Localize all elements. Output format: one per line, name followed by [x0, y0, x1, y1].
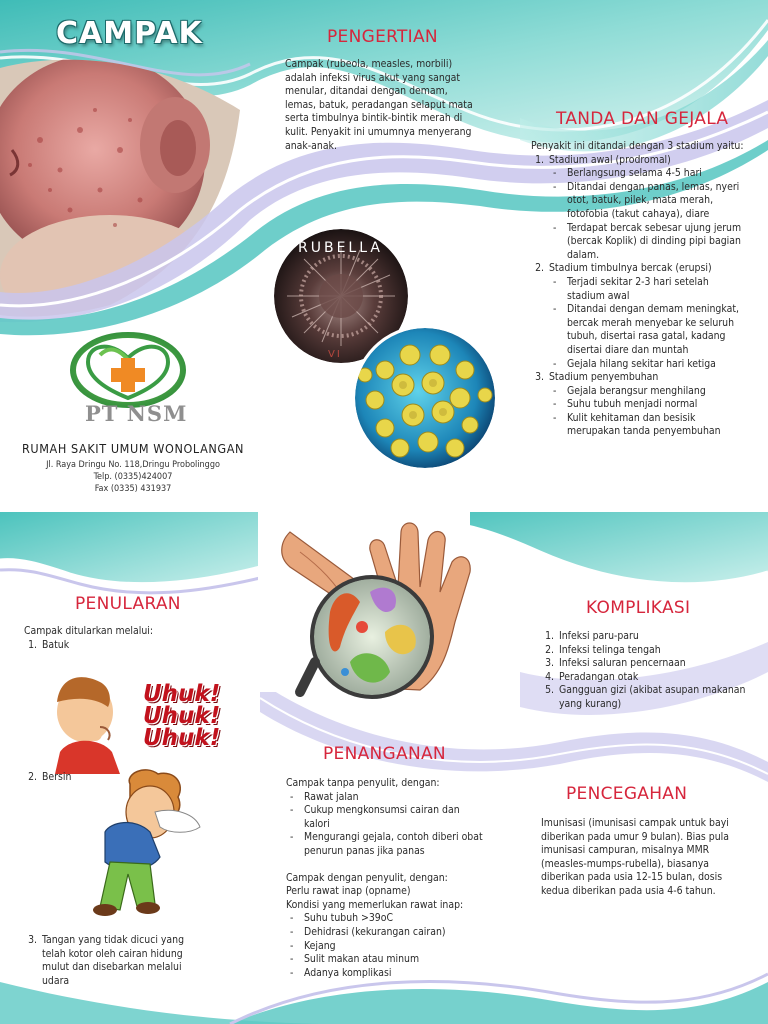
rubella-caption-fragment: VI [328, 349, 342, 360]
penanganan-kondisi-list [286, 912, 486, 980]
tanda-heading: TANDA DAN GEJALA [556, 109, 729, 129]
penularan-item: 2. Bersin [40, 771, 244, 785]
penanganan-content [286, 777, 486, 980]
penanganan-kondisi-item: - Kejang [302, 940, 486, 954]
penularan-list-1 [24, 639, 244, 653]
penanganan-item: - Rawat jalan [302, 791, 486, 805]
stage-symptom: - Gejala hilang sekitar hari ketiga [565, 358, 746, 372]
penanganan-kondisi-item: - Adanya komplikasi [302, 967, 486, 981]
penularan-list-3 [24, 934, 209, 988]
measles-virus-image [355, 328, 495, 468]
komplikasi-item: 3. Infeksi saluran pencernaan [557, 657, 751, 671]
penularan-heading: PENULARAN [75, 594, 181, 614]
stage-symptom-list [549, 167, 746, 262]
komplikasi-content [541, 630, 751, 712]
penularan-item: 3. Tangan yang tidak dicuci yang telah kotor oleh cairan hidung mulut dan disebarkan melalui udara [40, 934, 209, 988]
stage-label: Stadium timbulnya bercak (erupsi) [549, 262, 712, 275]
pencegahan-content [541, 817, 741, 899]
rubella-label: RUBELLA [298, 240, 383, 256]
penanganan-tanpa-list [286, 791, 486, 859]
stage-symptom: - Suhu tubuh menjadi normal [565, 398, 746, 412]
komplikasi-item: 4. Peradangan otak [557, 671, 751, 685]
hospital-address: Jl. Raya Dringu No. 118,Dringu Probolinggo [46, 460, 220, 470]
hospital-name: RUMAH SAKIT UMUM WONOLANGAN [21, 441, 244, 456]
brochure-title: CAMPAK [56, 16, 203, 51]
pencegahan-heading: PENCEGAHAN [566, 784, 688, 804]
hospital-contact [18, 459, 248, 495]
penanganan-tanpa-intro: Campak tanpa penyulit, dengan: [286, 777, 440, 789]
komplikasi-list [541, 630, 751, 712]
stage-symptom: - Ditandai dengan panas, lemas, nyeri otot, batuk, pilek, mata merah, fotofobia (takut cahaya), diare [565, 181, 746, 222]
penanganan-item: - Cukup mengkonsumsi cairan dan kalori [302, 804, 486, 831]
stage-symptom: - Gejala berangsur menghilang [565, 385, 746, 399]
penanganan-kondisi-item: - Sulit makan atau minum [302, 953, 486, 967]
penanganan-item: - Mengurangi gejala, contoh diberi obat penurun panas jika panas [302, 831, 486, 858]
stage-symptom: - Kulit kehitaman dan besisik merupakan tanda penyembuhan [565, 412, 746, 439]
penularan-item-2-block [24, 771, 244, 785]
tanda-content [531, 140, 746, 439]
uhuk-line: Uhuk! [143, 703, 221, 729]
penularan-intro: Campak ditularkan melalui: [24, 625, 154, 637]
pengertian-paragraph: Campak (rubeola, measles, morbili) adalah infeksi virus akut yang sangat menular, ditandai dengan demam, lemas, batuk, peradangan selaput mata serta timbulnya bintik-bintik merah di kulit. Penyakit ini umumnya menyerang anak-anak. [285, 58, 473, 152]
pengertian-text [285, 58, 480, 153]
komplikasi-heading: KOMPLIKASI [586, 598, 691, 618]
stage-item [547, 262, 746, 371]
stage-symptom: - Ditandai dengan demam meningkat, bercak merah menyebar ke seluruh tubuh, disertai rasa gatal, kadang disertai diare dan muntah [565, 303, 746, 357]
pencegahan-text: Imunisasi (imunisasi campak untuk bayi diberikan pada umur 9 bulan). Bias pula imunisasi campuran, misalnya MMR (measles-mumps-rubella), biasanya diberikan pada usia 12-15 bulan, dosis kedua diberikan pada usia 4-6 tahun. [541, 817, 729, 897]
penanganan-kondisi-intro: Kondisi yang memerlukan rawat inap: [286, 898, 464, 911]
hospital-fax: Fax (0335) 431937 [94, 484, 172, 494]
penularan-item-3-block [24, 934, 209, 988]
penularan-list-2 [24, 771, 244, 785]
penularan-intro-block [24, 625, 244, 652]
komplikasi-item: 1. Infeksi paru-paru [557, 630, 751, 644]
uhuk-line: Uhuk! [143, 681, 221, 707]
uhuk-line: Uhuk! [143, 725, 221, 751]
stage-symptom: - Terjadi sekitar 2-3 hari setelah stadium awal [565, 276, 746, 303]
penanganan-heading: PENANGANAN [323, 744, 446, 764]
tanda-intro: Penyakit ini ditandai dengan 3 stadium yaitu: [531, 140, 744, 152]
stage-item [547, 371, 746, 439]
stage-symptom-list [549, 385, 746, 439]
stage-label: Stadium penyembuhan [549, 371, 659, 384]
hand-germs-image [258, 512, 470, 699]
stage-symptom: - Berlangsung selama 4-5 hari [565, 167, 746, 181]
penanganan-opname: Perlu rawat inap (opname) [286, 885, 411, 898]
komplikasi-item: 2. Infeksi telinga tengah [557, 644, 751, 658]
sneezing-child-image [93, 770, 200, 916]
uhuk-text [143, 683, 220, 749]
stage-label: Stadium awal (prodromal) [549, 153, 671, 166]
stage-symptom: - Terdapat bercak sebesar ujung jerum (bercak Koplik) di dinding pipi bagian dalam. [565, 222, 746, 263]
logo-text: PT NSM [85, 401, 188, 426]
coughing-child-image [55, 677, 120, 774]
brochure-inside-panel [0, 512, 768, 1024]
penanganan-dengan-intro: Campak dengan penyulit, dengan: [286, 871, 448, 884]
penanganan-kondisi-item: - Dehidrasi (kekurangan cairan) [302, 926, 486, 940]
penanganan-kondisi-item: - Suhu tubuh >39oC [302, 912, 486, 926]
penularan-item: 1. Batuk [40, 639, 244, 653]
komplikasi-item: 5. Gangguan gizi (akibat asupan makanan yang kurang) [557, 684, 751, 711]
pt-nsm-logo [73, 335, 183, 405]
tanda-stage-list [531, 154, 746, 439]
hospital-phone: Telp. (0335)424007 [93, 472, 173, 482]
stage-symptom-list [549, 276, 746, 371]
pengertian-heading: PENGERTIAN [327, 27, 438, 47]
stage-item [547, 154, 746, 263]
